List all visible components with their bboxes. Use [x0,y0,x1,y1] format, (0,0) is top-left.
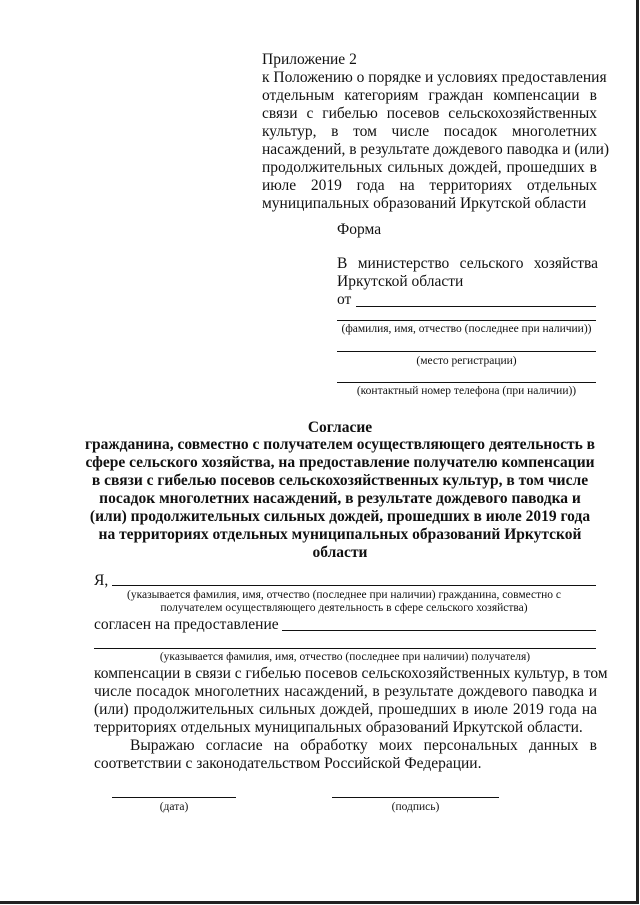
appendix-line: насаждений, в результате дождевого паводка и (или) [262,141,610,158]
registration-hint: (место регистрации) [416,355,517,367]
phone-hint: (контактный номер телефона (при наличии)) [356,385,577,397]
appendix-line: связи с гибелью посевов сельскохозяйственных [262,105,597,122]
recipient-input-line-2[interactable] [94,648,596,649]
compensation-line: территориях отдельных муниципальных образований Иркутской области. [94,719,583,736]
name-hint: (фамилия, имя, отчество (последнее при наличии)) [341,323,592,335]
date-label: (дата) [159,801,189,813]
addressee-line: В министерство сельского хозяйства [337,255,598,272]
recipient-input-line[interactable] [282,630,596,631]
consent-heading-line: области [312,544,368,561]
consent-line: соответствии с законодательством Российской Федерации. [94,755,482,772]
consent-heading-line: в связи с гибелью посевов сельскохозяйственных культур, в том числе [91,472,589,489]
appendix-line: культур, в том числе посадок многолетних [262,123,597,140]
compensation-line: (или) продолжительных сильных дождей, прошедших в июле 2019 года на [94,701,597,718]
appendix-line: июле 2019 года на территориях отдельных [262,177,597,194]
registration-input-line[interactable] [337,351,596,352]
date-input-line[interactable] [112,797,236,798]
compensation-line: числе посадок многолетних насаждений, в результате дождевого паводка и [94,683,597,700]
signature-input-line[interactable] [332,797,499,798]
consent-heading-line: посадок многолетних насаждений, в результате дождевого паводка и [99,490,581,507]
consent-title: Согласие [307,419,373,436]
name-input-line[interactable] [337,320,596,321]
consent-line: Выражаю согласие на обработку моих персональных данных в [130,737,597,754]
appendix-line: продолжительных сильных дождей, прошедших в [262,159,597,176]
consent-heading-line: сфере сельского хозяйства, на предоставление получателю компенсации [85,454,595,471]
phone-input-line[interactable] [337,382,596,383]
consent-heading-line: на территориях отдельных муниципальных образований Иркутской [98,526,582,543]
compensation-line: компенсации в связи с гибелью посевов сельскохозяйственных культур, в том [94,665,608,682]
citizen-name-input-line[interactable] [112,585,596,586]
citizen-hint: (указывается фамилия, имя, отчество (последнее при наличии) гражданина, совместно с [126,589,562,601]
form-label: Форма [337,221,382,238]
agree-label: согласен на предоставление [94,616,279,633]
consent-heading-line: (или) продолжительных сильных дождей, прошедших в июле 2019 года [89,508,591,525]
addressee-line: Иркутской области [337,273,464,290]
from-label: от [337,291,352,308]
consent-heading-line: гражданина, совместно с получателем осуществляющего деятельность в [84,436,596,453]
signature-label: (подпись) [391,801,440,813]
i-label: Я, [94,572,109,589]
appendix-title: Приложение 2 [262,51,357,68]
citizen-hint: получателем осуществляющего деятельность в сфере сельского хозяйства) [160,602,528,614]
from-input-line[interactable] [356,306,596,307]
appendix-line: отдельным категориям граждан компенсации в [262,87,597,104]
appendix-line: муниципальных образований Иркутской области [262,195,587,212]
recipient-hint: (указывается фамилия, имя, отчество (последнее при наличии) получателя) [159,651,531,663]
appendix-line: к Положению о порядке и условиях предоставления [262,69,607,86]
